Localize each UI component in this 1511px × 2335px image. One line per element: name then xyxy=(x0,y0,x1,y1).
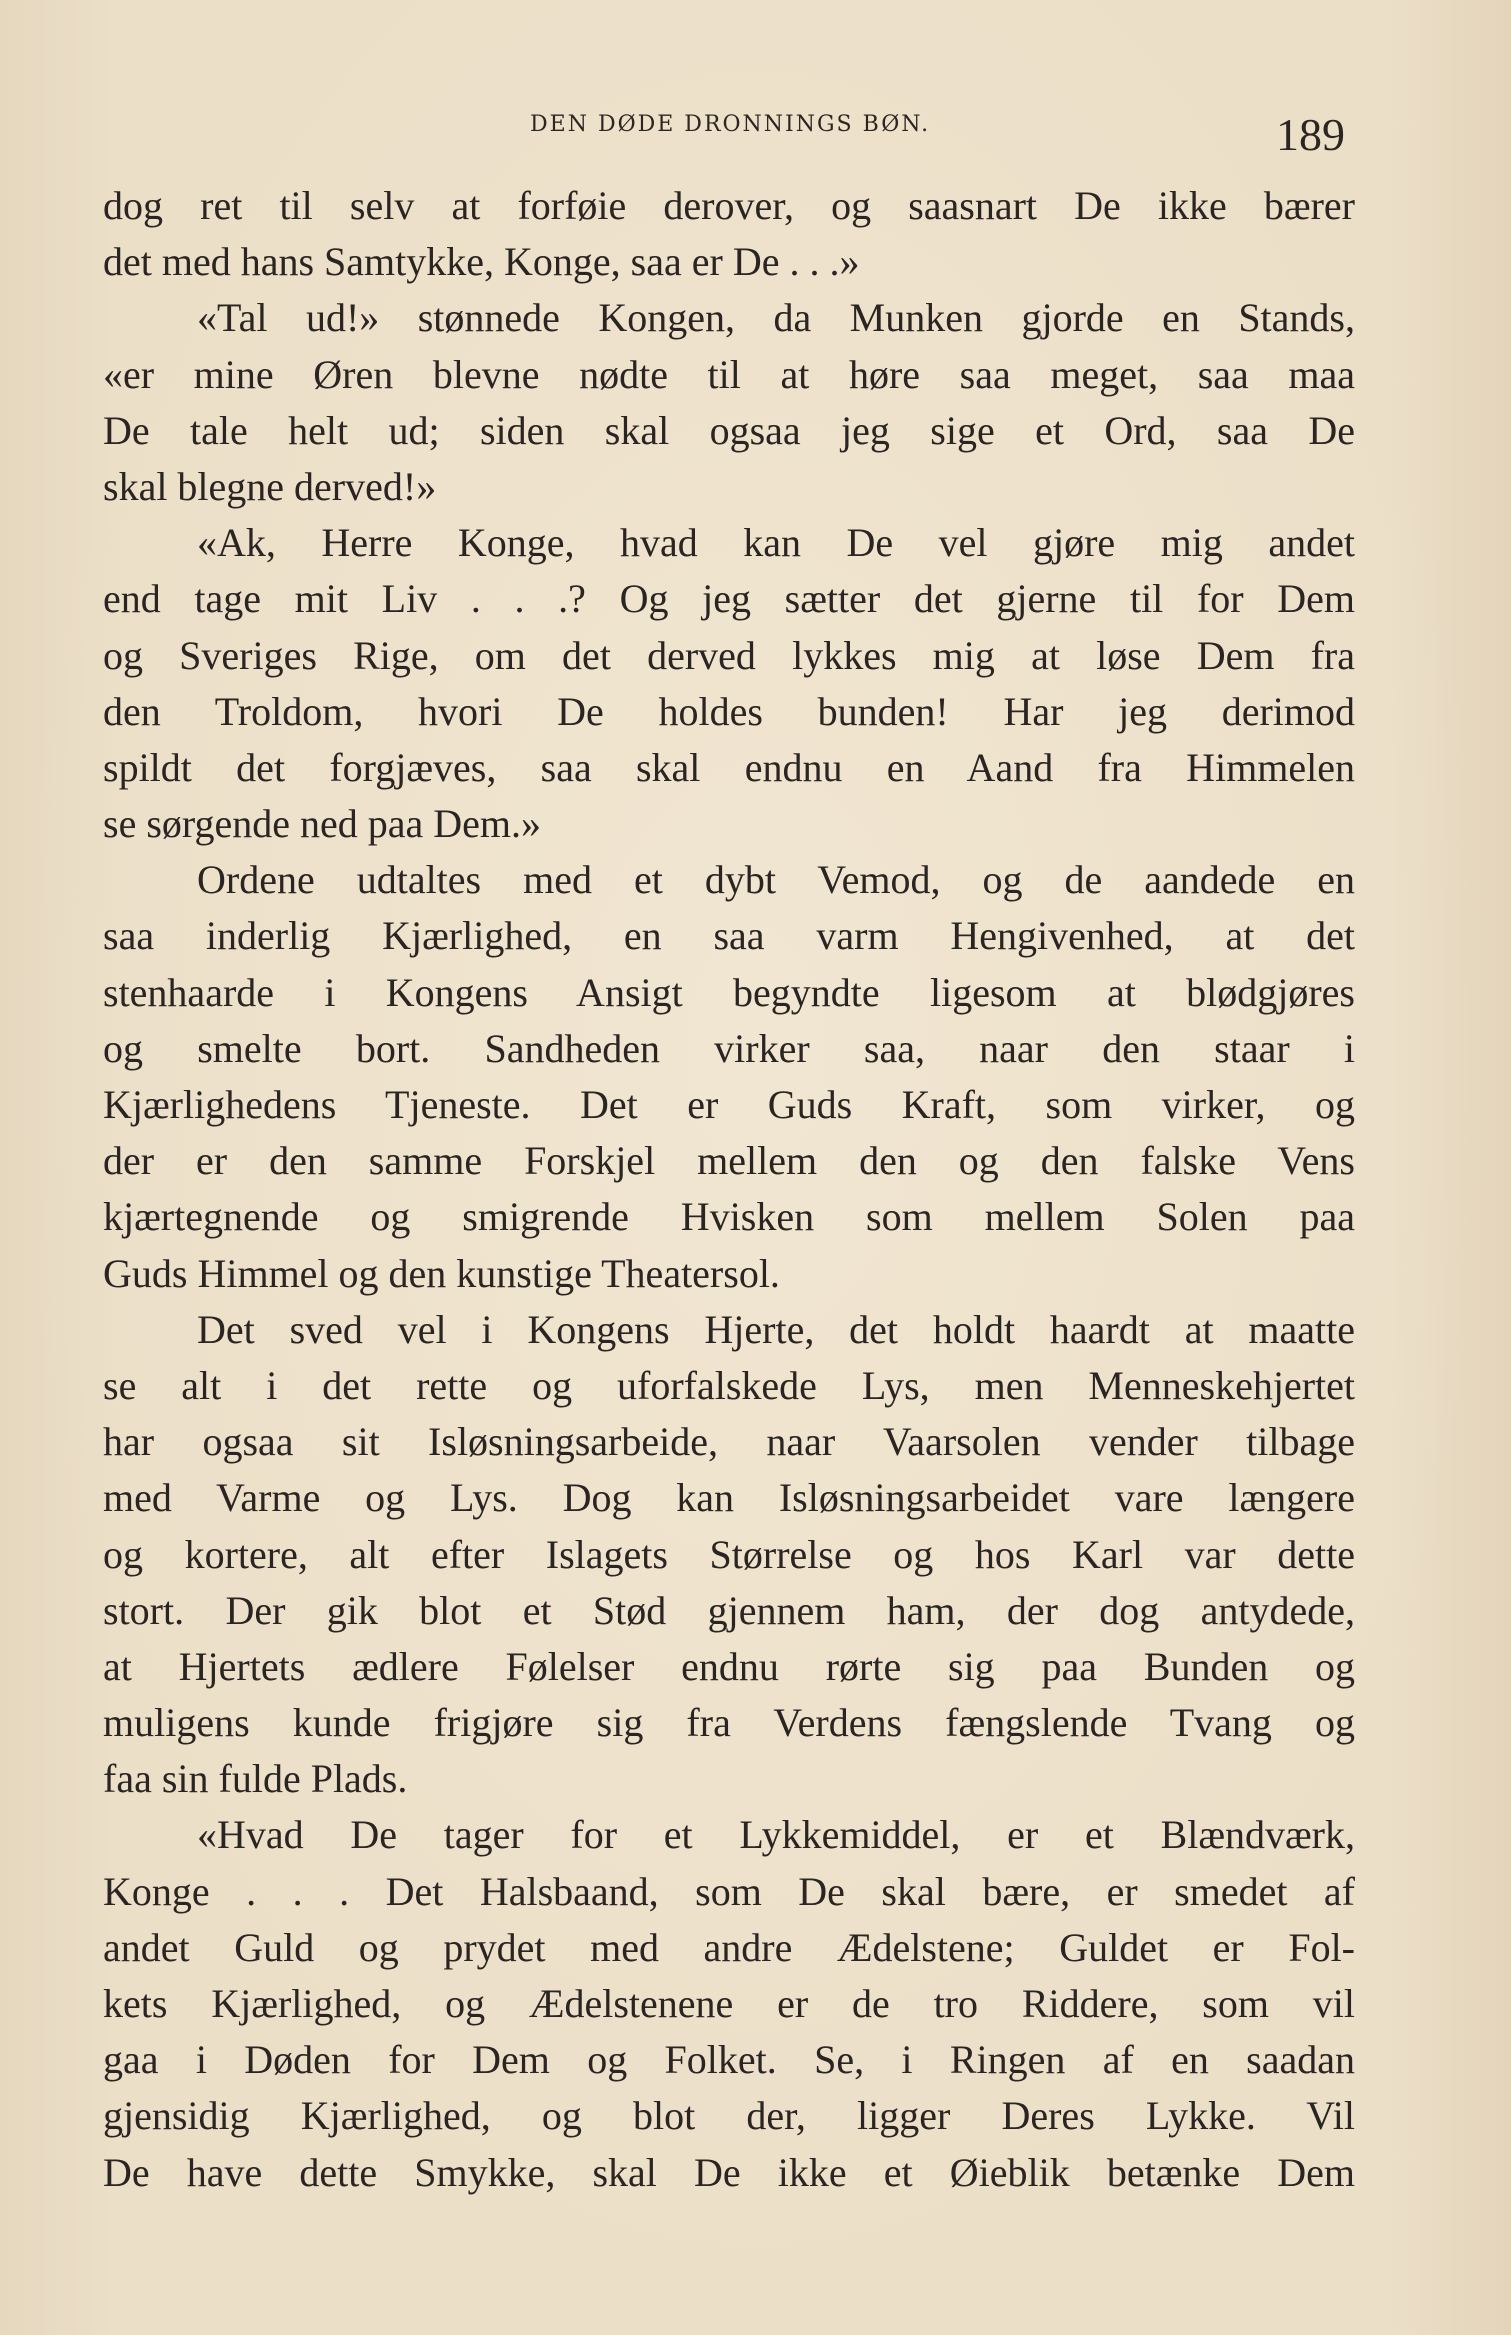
text-line: har ogsaa sit Isløsningsarbeide, naar Vaarsolen vender tilbage xyxy=(103,1419,1355,1465)
text-line: kjærtegnende og smigrende Hvisken som mellem Solen paa xyxy=(103,1194,1355,1240)
text-line: «Tal ud!» stønnede Kongen, da Munken gjorde en Stands, xyxy=(197,295,1355,341)
text-line: se alt i det rette og uforfalskede Lys, men Menneskehjertet xyxy=(103,1362,1355,1408)
text-line: Konge . . . Det Halsbaand, som De skal bære, er smedet af xyxy=(103,1868,1355,1914)
text-line: «er mine Øren blevne nødte til at høre saa meget, saa maa xyxy=(103,351,1355,397)
text-line: andet Guld og prydet med andre Ædelstene; Guldet er Fol- xyxy=(103,1924,1355,1970)
text-line: gaa i Døden for Dem og Folket. Se, i Ringen af en saadan xyxy=(103,2037,1355,2083)
text-line: Ordene udtaltes med et dybt Vemod, og de aandede en xyxy=(197,857,1355,903)
text-line: dog ret til selv at forføie derover, og saasnart De ikke bærer xyxy=(103,183,1355,228)
text-line: muligens kunde frigjøre sig fra Verdens fængslende Tvang og xyxy=(103,1700,1355,1746)
text-line: skal blegne derved!» xyxy=(103,463,437,509)
text-line: og smelte bort. Sandheden virker saa, naar den staar i xyxy=(103,1025,1355,1071)
text-line: se sørgende ned paa Dem.» xyxy=(103,801,542,847)
text-line: der er den samme Forskjel mellem den og den falske Vens xyxy=(103,1138,1355,1184)
text-line: den Troldom, hvori De holdes bunden! Har jeg derimod xyxy=(103,688,1355,734)
text-line: stenhaarde i Kongens Ansigt begyndte ligesom at blødgjøres xyxy=(103,969,1355,1015)
text-line: med Varme og Lys. Dog kan Isløsningsarbeidet vare længere xyxy=(103,1475,1355,1521)
text-line: det med hans Samtykke, Konge, saa er De . . .» xyxy=(103,239,860,285)
text-line: og kortere, alt efter Islagets Størrelse og hos Karl var dette xyxy=(103,1531,1355,1577)
text-line: kets Kjærlighed, og Ædelstenene er de tro Riddere, som vil xyxy=(103,1981,1355,2026)
text-line: saa inderlig Kjærlighed, en saa varm Hengivenhed, at det xyxy=(103,913,1355,959)
running-head xyxy=(0,108,1511,160)
text-line: spildt det forgjæves, saa skal endnu en Aand fra Himmelen xyxy=(103,744,1355,790)
text-line: «Ak, Herre Konge, hvad kan De vel gjøre mig andet xyxy=(197,520,1355,566)
text-line: Kjærlighedens Tjeneste. Det er Guds Kraft, som virker, og xyxy=(103,1082,1355,1127)
text-line: De have dette Smykke, skal De ikke et Øieblik betænke Dem xyxy=(103,2149,1355,2195)
text-line: stort. Der gik blot et Stød gjennem ham, der dog antydede, xyxy=(103,1587,1355,1633)
text-line: Det sved vel i Kongens Hjerte, det holdt haardt at maatte xyxy=(197,1306,1355,1352)
page-number: 189 xyxy=(1276,109,1345,160)
text-line: gjensidig Kjærlighed, og blot der, ligger Deres Lykke. Vil xyxy=(103,2093,1355,2139)
text-line: end tage mit Liv . . .? Og jeg sætter det gjerne til for Dem xyxy=(103,576,1355,622)
text-line: at Hjertets ædlere Følelser endnu rørte sig paa Bunden og xyxy=(103,1643,1355,1689)
text-line: De tale helt ud; siden skal ogsaa jeg sige et Ord, saa De xyxy=(103,407,1355,453)
text-line: og Sveriges Rige, om det derved lykkes mig at løse Dem fra xyxy=(103,632,1355,678)
text-line: faa sin fulde Plads. xyxy=(103,1756,408,1802)
running-title: DEN DØDE DRONNINGS BØN. xyxy=(530,112,931,137)
text-line: Guds Himmel og den kunstige Theatersol. xyxy=(103,1250,780,1296)
body-text xyxy=(103,178,1355,2201)
text-line: «Hvad De tager for et Lykkemiddel, er et Blændværk, xyxy=(197,1812,1355,1858)
